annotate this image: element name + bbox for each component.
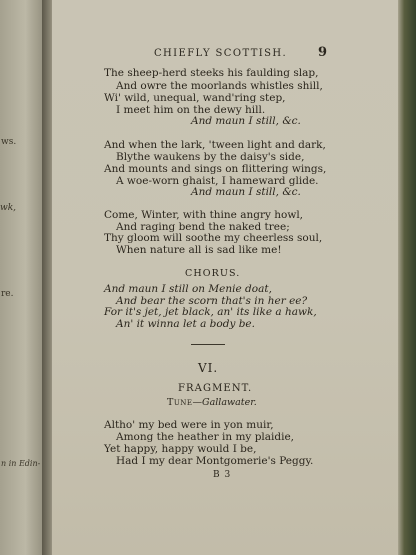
verse-line: And when the lark, 'tween light and dark, xyxy=(104,139,326,151)
verse-line: A woe-worn ghaist, I hameward glide. xyxy=(116,175,319,187)
verse-line: I meet him on the dewy hill. xyxy=(116,104,266,116)
verse-line: Had I my dear Montgomerie's Peggy. xyxy=(116,455,314,467)
verse-line: And owre the moorlands whistles shill, xyxy=(116,80,323,92)
verse-line: And mounts and sings on flittering wings, xyxy=(104,163,327,175)
verse-line: Thy gloom will soothe my cheerless soul, xyxy=(104,232,323,244)
left-page xyxy=(0,0,46,555)
verse-line: Among the heather in my plaidie, xyxy=(116,431,295,443)
left-page-fragment: re. xyxy=(1,289,14,299)
refrain-line: And maun I still, &c. xyxy=(191,186,301,198)
chorus-line: And maun I still on Menie doat, xyxy=(104,283,272,295)
chorus-line: For it's jet, jet black, an' its like a hawk, xyxy=(104,306,317,318)
chorus-line: An' it winna let a body be. xyxy=(116,318,255,330)
refrain-line: And maun I still, &c. xyxy=(191,115,301,127)
tune-name: Gallawater. xyxy=(201,397,257,408)
left-page-fragment: n in Edin- xyxy=(1,459,41,468)
verse-line: When nature all is sad like me! xyxy=(116,244,282,256)
book-edge xyxy=(398,0,416,555)
running-title: CHIEFLY SCOTTISH. xyxy=(154,48,288,59)
verse-line: And raging bend the naked tree; xyxy=(116,221,290,233)
section-numeral: VI. xyxy=(198,361,219,375)
verse-line: Yet happy, happy would I be, xyxy=(104,443,257,455)
left-page-fragment: wk, xyxy=(0,203,17,213)
verse-line: Come, Winter, with thine angry howl, xyxy=(104,209,304,221)
verse-line: Altho' my bed were in yon muir, xyxy=(104,419,274,431)
tune-line: Tune—Gallawater. xyxy=(167,397,257,408)
signature-mark: B 3 xyxy=(213,470,232,480)
page-number: 9 xyxy=(318,45,328,60)
verse-line: The sheep-herd steeks his faulding slap, xyxy=(104,67,319,79)
chorus-heading: CHORUS. xyxy=(185,268,241,279)
verse-line: Wi' wild, unequal, wand'ring step, xyxy=(104,92,286,104)
section-title: FRAGMENT. xyxy=(178,383,253,394)
verse-line: Blythe waukens by the daisy's side, xyxy=(116,151,305,163)
left-page-fragment: ws. xyxy=(1,137,17,147)
chorus-line: And bear the scorn that's in her ee? xyxy=(116,295,308,307)
section-divider xyxy=(191,344,225,345)
tune-label: Tune xyxy=(167,397,193,408)
